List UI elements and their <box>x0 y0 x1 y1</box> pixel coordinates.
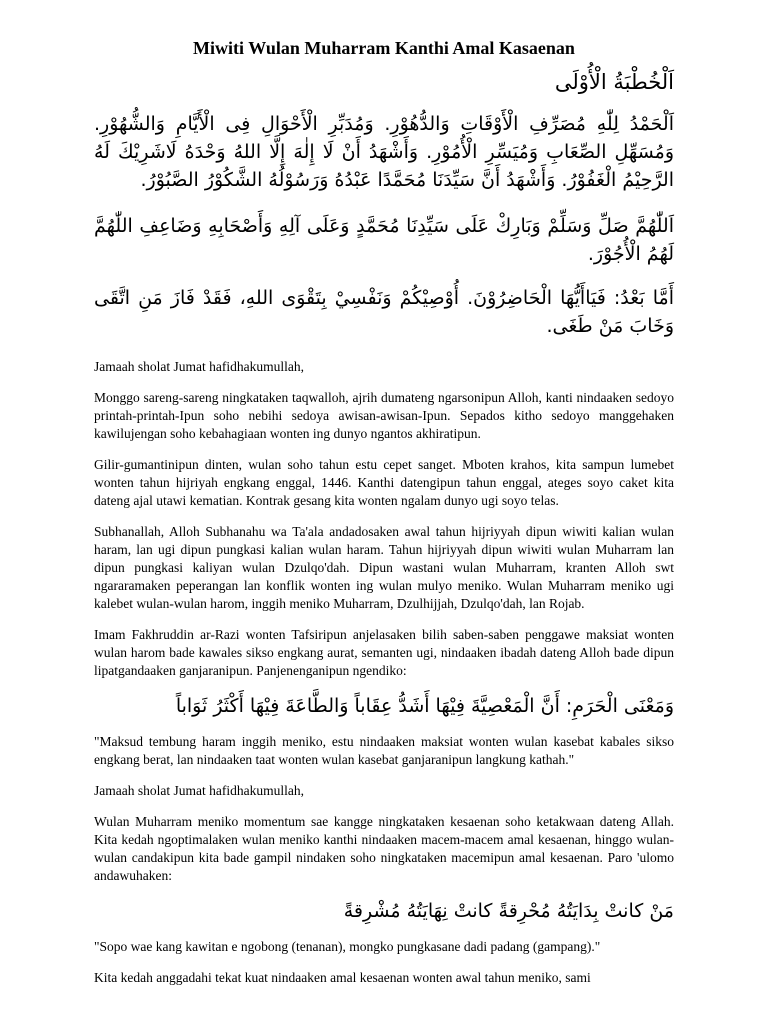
arabic-quote-ulama: مَنْ كانتْ بِدَايَتُهُ مُحْرِقةً كانتْ نِهَايَتُهُ مُشْرِقةً <box>343 900 674 922</box>
paragraph-quote-translation: "Maksud tembung haram inggih meniko, estu nindaaken maksiat wonten wulan kasebat kabales sikso engkang berat, lan nindaaken taat wonten wulan kasebat ganjaranipun langkung kathah." <box>94 734 674 767</box>
arabic-salawat-paragraph: اَللّٰهُمَّ صَلِّ وَسَلِّمْ وَبَارِكْ عَلَى سَيِّدِنَا مُحَمَّدٍ وَعَلَى آلِهِ وَأَصْحَابِهِ وَضَاعِفِ اللّٰهُمَّ لَهُمُ الْأُجُوْرَ. <box>94 215 674 265</box>
paragraph-greeting: Jamaah sholat Jumat hafidhakumullah, <box>94 359 304 374</box>
arabic-quote-ar-razi: وَمَعْنَى الْحَرَمِ: أَنَّ الْمَعْصِيَّةَ فِيْهَا أَشَدُّ عِقَاباً وَالطَّاعَةَ فِيْهَا أَكْثَرُ ثَوَاباً <box>175 695 674 717</box>
khutbah-heading-arabic: اَلْخُطْبَةُ الْأُوْلَى <box>554 70 674 94</box>
paragraph-new-year: Gilir-gumantinipun dinten, wulan soho tahun estu cepet sanget. Mboten krahos, kita sampun lumebet wonten tahun hijriyah engkang enggal, 1446. Kanthi datengipun tahun enggal, ateges soyo caket kita dateng ajal utawi kematian. Kontrak gesang kita wonten ngalam dunyo ugi soyo telas. <box>94 457 674 508</box>
document-title: Miwiti Wulan Muharram Kanthi Amal Kasaenan <box>193 38 575 58</box>
paragraph-momentum: Wulan Muharram meniko momentum sae kangge ningkataken kesaenan soho ketakwaan dateng Allah. Kita kedah ngoptimalaken wulan meniko kanthi nindaaken macem-macem amal kesaenan, hinggo wulan-wulan candakipun kita bade gampil nindaken soho ningkataken macemipun amal kesaenan. Paro 'ulomo andawuhaken: <box>94 814 674 883</box>
paragraph-quote-translation-2: "Sopo wae kang kawitan e ngobong (tenanan), mongko pungkasane dadi padang (gampang)." <box>94 939 601 954</box>
paragraph-haram-months: Subhanallah, Alloh Subhanahu wa Ta'ala andadosaken awal tahun hijriyyah dipun wiwiti kalian wulan haram, lan ugi dipun pungkasi kalian wulan haram. Tahun hijriyyah dipun wiwiti wulan Muharram lan dipun pungkasi kaliyan wulan Dzulqo'dah. Dipun wastani wulan Muharram, kranten Alloh swt ngararamaken peperangan lan konflik wonten ing wulan mulyo meniko. Wulan Muharram meniko ugi kalebet wulan-wulan harom, inggih meniko Muharram, Dzulhijjah, Dzulqo'dah, lan Rojab. <box>94 524 674 611</box>
arabic-opening-paragraph: اَلْحَمْدُ لِلّٰهِ مُصَرِّفِ الْأَوْقَاتِ وَالدُّهُوْرِ. وَمُدَبِّرِ الْأَحْوَالِ فِى الْأَيَّامِ وَالشُّهُوْرِ. وَمُسَهِّلِ الصِّعَابِ وَمُيَسِّرِ الْأُمُوْرِ. وَأَشْهَدُ أَنْ لَا إِلٰهَ إِلَّا اللهُ وَحْدَهُ لَاشَرِيْكَ لَهُ الرَّحِيْمُ الْغَفُوْرُ. وَأَشْهَدُ أَنَّ سَيِّدَنَا مُحَمَّدًا عَبْدُهُ وَرَسُوْلُهُ الشَّكُوْرُ الصَّبُوْرُ. <box>94 113 674 191</box>
arabic-amma-badu-paragraph: أَمَّا بَعْدُ: فَيَاأَيُّهَا الْحَاضِرُوْنَ. أُوْصِيْكُمْ وَنَفْسِيْ بِتَقْوَى اللهِ، فَقَدْ فَازَ مَنِ اتَّقَى وَخَابَ مَنْ طَغَى. <box>94 287 674 337</box>
paragraph-greeting-2: Jamaah sholat Jumat hafidhakumullah, <box>94 783 304 798</box>
paragraph-taqwa: Monggo sareng-sareng ningkataken taqwalloh, ajrih dumateng ngarsonipun Alloh, kanti nindaaken sedoyo printah-printah-Ipun soho nebihi sedoya awisan-awisan-Ipun. Sepados kitho sedoyo manggehaken kawilujengan soho kebahagiaan wonten ing dunyo ngantos akhiratipun. <box>94 390 674 441</box>
paragraph-ar-razi: Imam Fakhruddin ar-Razi wonten Tafsiripun anjelasaken bilih saben-saben penggawe maksiat wonten wulan harom bade kawales sikso engkang aurat, semanten ugi, nindaaken ibadah dateng Alloh bade dipun lipatgandaaken ganjaranipun. Panjenenganipun ngendiko: <box>94 627 674 678</box>
paragraph-closing: Kita kedah anggadahi tekat kuat nindaaken amal kesaenan wonten awal tahun meniko, sami <box>94 970 591 985</box>
